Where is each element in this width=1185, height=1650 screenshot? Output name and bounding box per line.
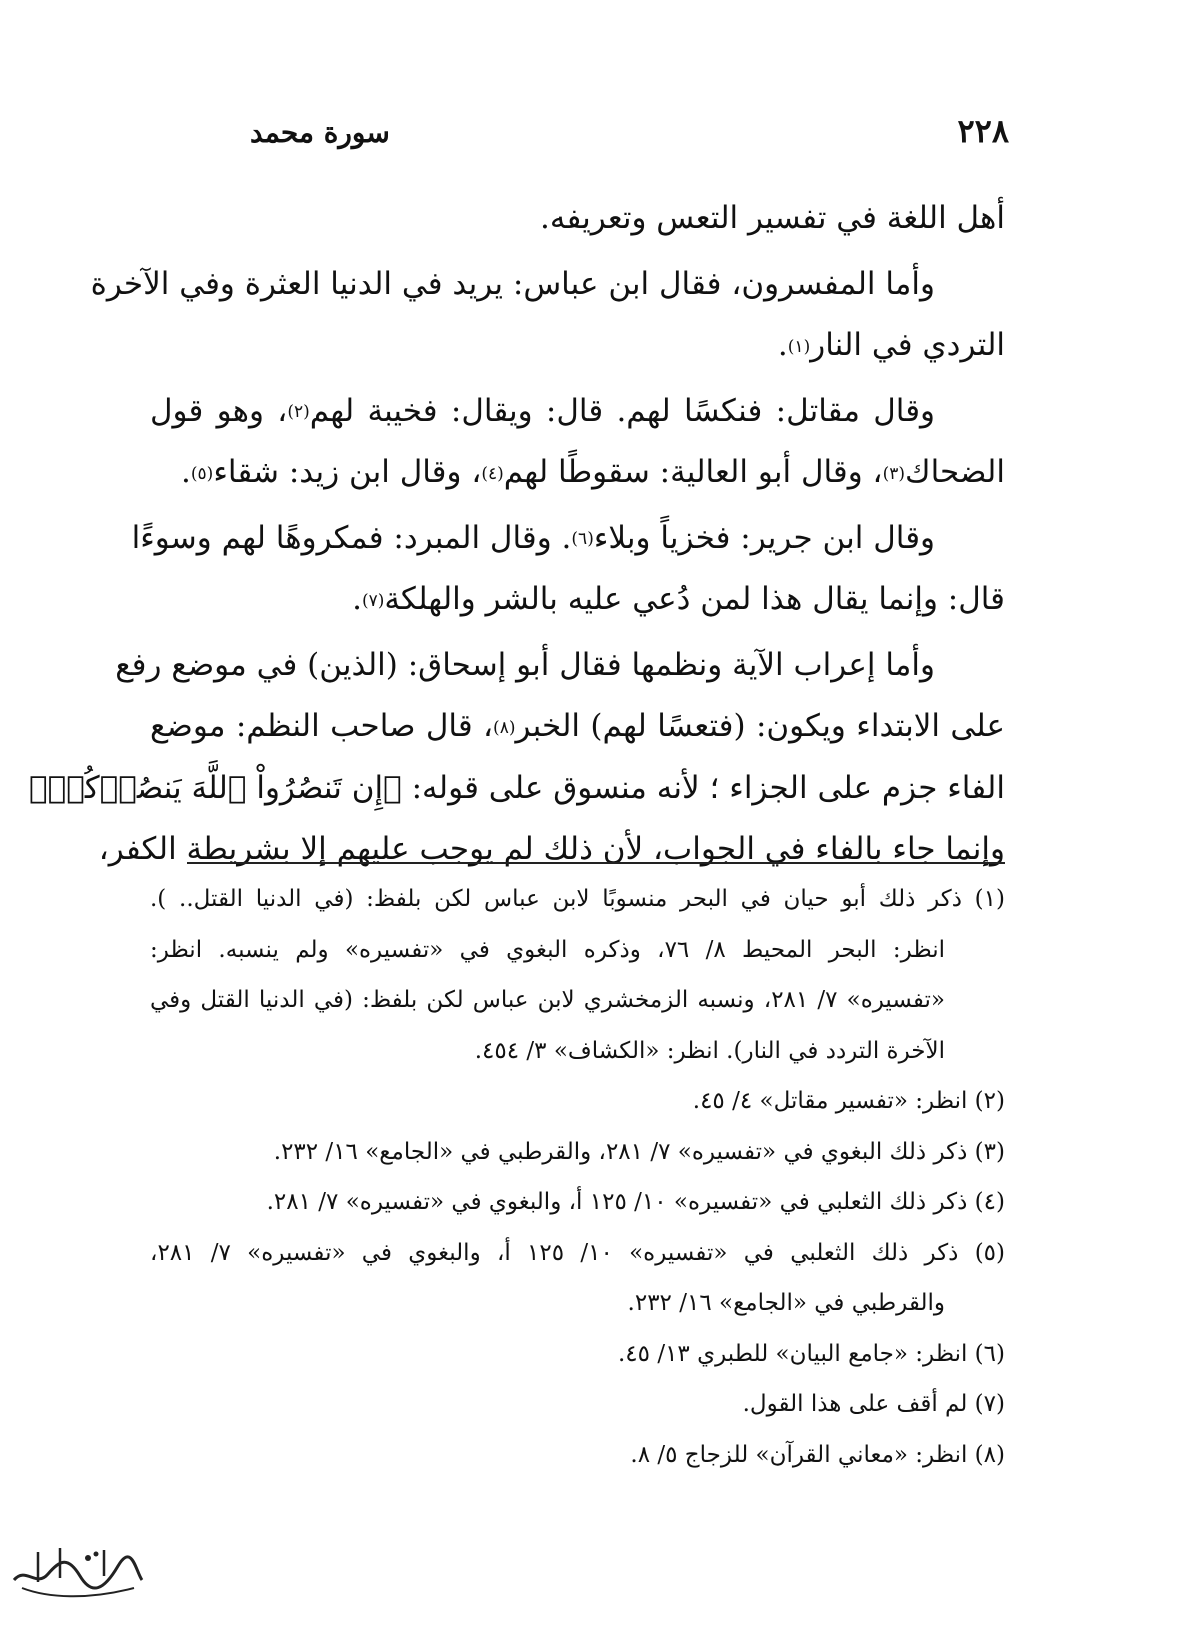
text-span: وقال مقاتل: فنكسًا لهم. قال: ويقال: فخيبة لهم [309,392,935,429]
text-span: وقال ابن جرير: فخزياً وبلاء [593,519,935,556]
footnotes [150,874,1005,1480]
running-title: سورة محمد [250,116,390,149]
footnote-line: (٥) ذكر ذلك الثعلبي في «تفسيره» ١٠/ ١٢٥ أ، والبغوي في «تفسيره» ٧/ ٢٨١، [150,1239,1006,1266]
footnote-line: والقرطبي في «الجامع» ١٦/ ٢٣٢. [627,1290,945,1316]
watermark-logo [8,1536,148,1610]
footnote-line: «تفسيره» ٧/ ٢٨١، ونسبه الزمخشري لابن عباس لكن بلفظ: (في الدنيا القتل وفي [150,987,945,1013]
text-span: على الابتداء ويكون: (فتعسًا لهم) الخبر [515,708,1005,744]
running-header [250,112,1009,156]
text-line [115,635,1005,697]
text-line [131,508,1005,570]
footnote-ref[interactable]: (٨) [493,717,516,738]
text-span: وأما إعراب الآية ونظمها فقال أبو إسحاق: (الذين) في موضع رفع [115,646,935,683]
quran-verse: ﴿إِن تَنصُرُواْ ٱللَّهَ يَنصُرۡكُمۡ﴾ [29,769,402,806]
text-span: ، وهو قول [150,392,288,429]
text-line [150,381,1005,443]
page-number: ٢٢٨ [957,112,1009,150]
footnote-ref[interactable]: (١) [787,336,811,357]
text-span: التردي في النار [810,327,1005,363]
text-line [29,758,1005,820]
footnote-line: (٦) انظر: «جامع البيان» للطبري ١٣/ ٤٥. [617,1340,1005,1367]
footnote-line: (٧) لم أقف على هذا القول. [742,1391,1005,1417]
text-span: الضحاك [905,454,1005,490]
footnote-line: الآخرة التردد في النار). انظر: «الكشاف» ٣/ ٤٥٤. [474,1037,945,1064]
footnote-line: (٣) ذكر ذلك البغوي في «تفسيره» ٧/ ٢٨١، والقرطبي في «الجامع» ١٦/ ٢٣٢. [273,1138,1005,1165]
text-span: قال: وإنما يقال هذا لمن دُعي عليه بالشر والهلكة [384,581,1005,617]
text-span: ، وقال ابن زيد: شقاء [213,454,482,490]
text-span: وأما المفسرون، فقال ابن عباس: يريد في الدنيا العثرة وفي الآخرة [90,265,935,302]
footnote-line: (٨) انظر: «معاني القرآن» للزجاج ٥/ ٨. [630,1441,1005,1468]
footnote-line: (١) ذكر ذلك أبو حيان في البحر منسوبًا لابن عباس لكن بلفظ: (في الدنيا القتل.. ). [150,886,1005,912]
text-span: . [352,581,362,617]
footnote-line: (٢) انظر: «تفسير مقاتل» ٤/ ٤٥. [692,1088,1005,1114]
footnote-ref[interactable]: (٤) [481,463,504,484]
text-line [150,569,1005,631]
footnote-line: (٤) ذكر ذلك الثعلبي في «تفسيره» ١٠/ ١٢٥ أ، والبغوي في «تفسيره» ٧/ ٢٨١. [266,1189,1005,1215]
footnote-separator [187,862,1005,864]
footnote-ref[interactable]: (٥) [190,463,214,484]
main-text [29,188,1005,881]
text-span: . [180,454,191,490]
text-line [98,819,1005,881]
footnote-ref[interactable]: (٦) [571,529,594,550]
text-line [150,442,1005,504]
text-span: . وقال المبرد: فمكروهًا لهم وسوءًا [131,519,572,556]
text-span: . [777,327,788,363]
text-span: ، قال صاحب النظم: موضع [150,708,494,744]
footnote-ref[interactable]: (٣) [882,463,906,484]
text-span: أهل اللغة في تفسير التعس وتعريفه. [539,200,1005,236]
text-span: ، وقال أبو العالية: سقوطًا لهم [503,454,883,490]
text-line [150,188,1005,250]
footnote-line: انظر: البحر المحيط ٨/ ٧٦، وذكره البغوي في «تفسيره» ولم ينسبه. انظر: [150,936,945,963]
footnote-ref[interactable]: (٢) [287,402,310,423]
footnote-ref[interactable]: (٧) [361,590,385,611]
text-span: وإنما جاء بالفاء في الجواب، لأن ذلك لم يوجب عليهم إلا بشريطة الكفر، [98,831,1005,867]
text-span: الفاء جزم على الجزاء ؛ لأنه منسوق على قوله: [401,769,1005,806]
text-line [150,696,1005,758]
text-line [90,254,1005,316]
text-line [150,315,1005,377]
